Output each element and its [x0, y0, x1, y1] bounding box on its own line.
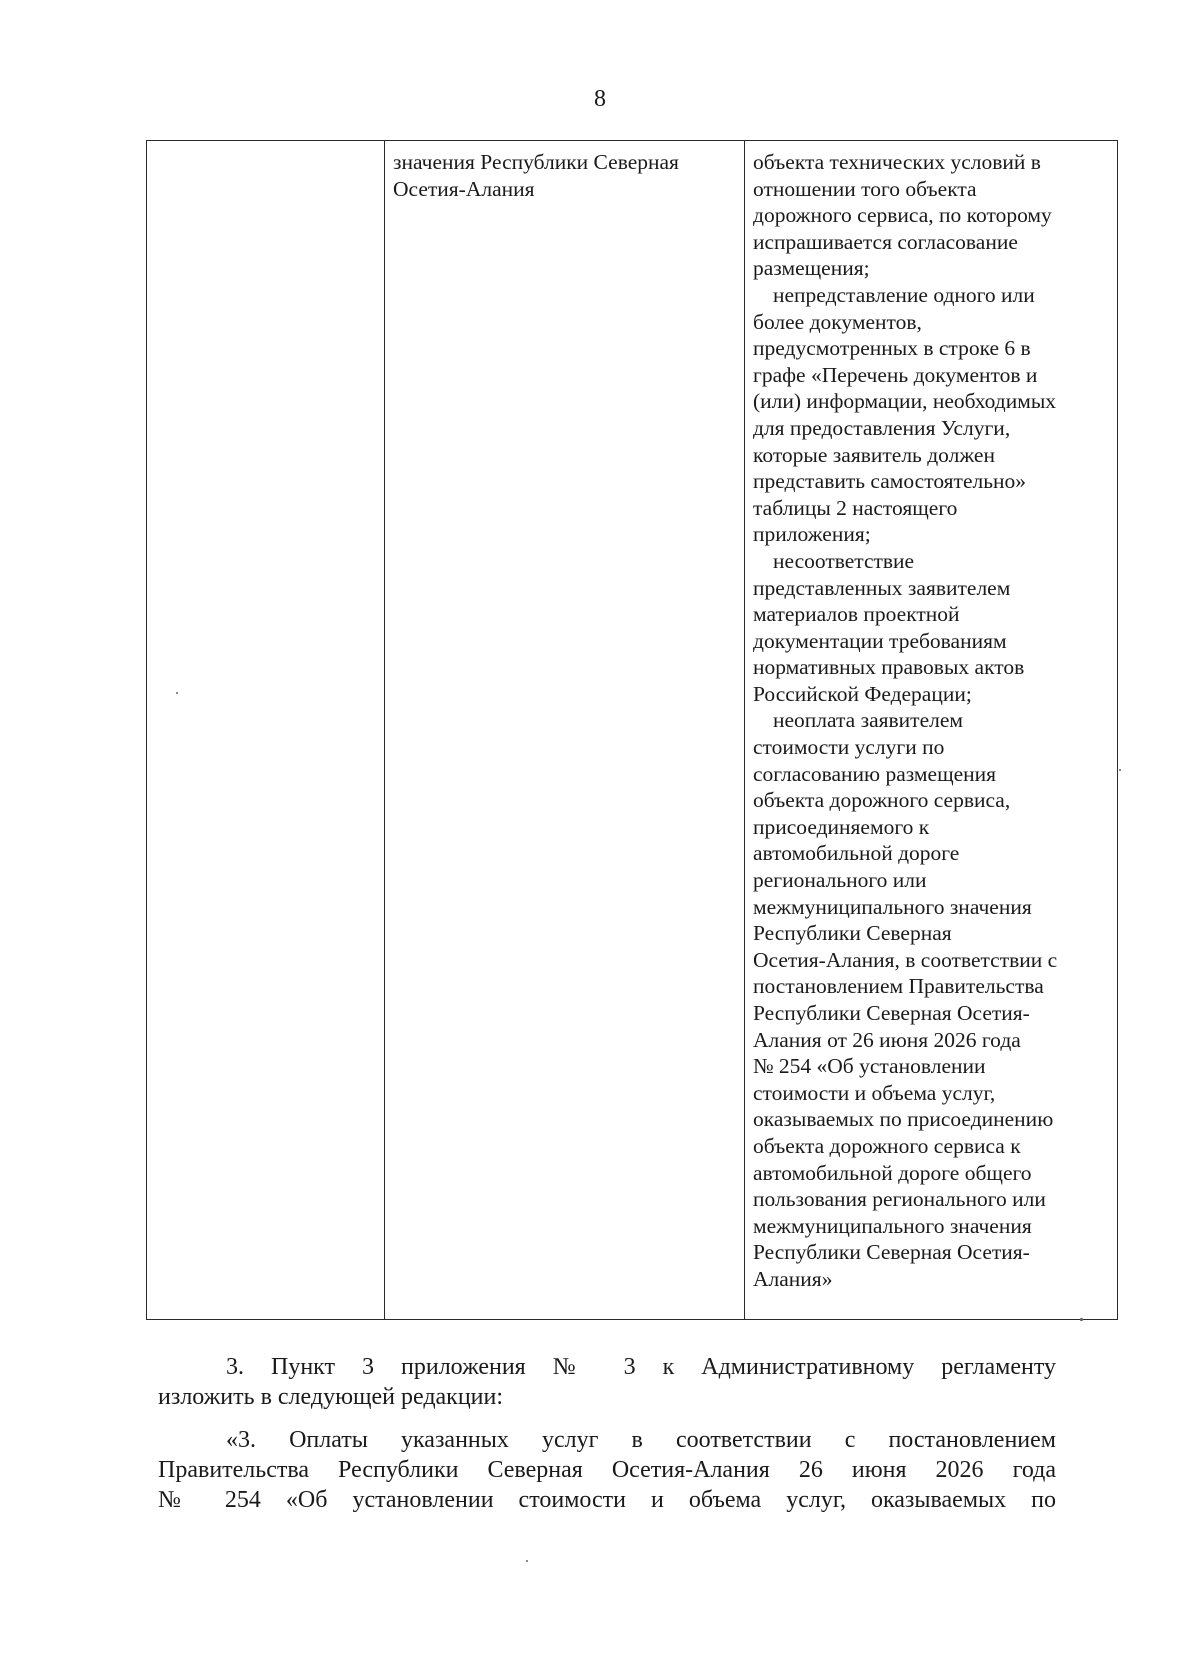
cell-line: значения Республики Северная — [393, 150, 679, 174]
cell-line: нормативных правовых актов — [753, 655, 1025, 680]
table-cell-grounds — [745, 141, 1118, 1320]
cell-line: материалов проектной — [753, 602, 960, 627]
cell-line: размещения; — [753, 256, 870, 281]
cell-line: объекта технических условий в — [753, 150, 1041, 174]
cell-line: отношении того объекта — [753, 176, 977, 201]
cell-line: испрашивается согласование — [753, 229, 1018, 254]
cell-line: пользования регионального или — [753, 1187, 1046, 1212]
cell-line: документации требованиям — [753, 628, 1007, 653]
cell-line: приложения; — [753, 522, 871, 547]
cell-line: согласованию размещения — [753, 761, 997, 786]
table-cell-subject — [385, 141, 745, 1320]
table-cell-empty — [147, 141, 385, 1320]
cell-line: Российской Федерации; — [753, 681, 972, 706]
paragraph-line: Правительства Республики Северная Осетия-Алания 26 июня 2026 года — [158, 1457, 1056, 1483]
scan-speck — [1080, 1318, 1083, 1321]
paragraph-line: «3. Оплаты указанных услуг в соответствии с постановлением — [226, 1427, 1056, 1453]
cell-line: регионального или — [753, 868, 927, 893]
cell-line: (или) информации, необходимых — [753, 389, 1057, 414]
amendment-paragraph — [158, 1352, 1056, 1412]
cell-line: Осетия-Алания — [393, 176, 535, 201]
cell-line: представленных заявителем — [753, 575, 1011, 600]
cell-line: межмуниципального значения — [753, 1213, 1032, 1238]
cell-line: несоответствие — [773, 548, 915, 573]
cell-line: неоплата заявителем — [773, 708, 963, 733]
cell-line: непредставление одного или — [773, 282, 1035, 307]
page-number: 8 — [594, 86, 606, 112]
paragraph-line: изложить в следующей редакции: — [158, 1384, 504, 1410]
cell-line: Республики Северная Осетия- — [753, 1240, 1030, 1265]
cell-line: которые заявитель должен — [753, 442, 995, 467]
cell-line: присоединяемого к — [753, 814, 930, 839]
quoted-paragraph — [158, 1425, 1056, 1515]
cell-line: оказываемых по присоединению — [753, 1107, 1054, 1132]
cell-line: графе «Перечень документов и — [753, 362, 1038, 387]
cell-line: дорожного сервиса, по которому — [753, 203, 1052, 228]
cell-line: представить самостоятельно» — [753, 469, 1027, 494]
cell-line: таблицы 2 настоящего — [753, 495, 958, 520]
cell-line: № 254 «Об установлении — [753, 1054, 986, 1079]
document-table — [146, 140, 1118, 1320]
paragraph-line: № 254 «Об установлении стоимости и объема услуг, оказываемых по — [158, 1487, 1056, 1513]
cell-line: объекта дорожного сервиса к — [753, 1133, 1021, 1158]
scan-speck — [176, 692, 178, 694]
cell-line: стоимости и объема услуг, — [753, 1080, 996, 1105]
cell-line: автомобильной дороге — [753, 841, 960, 866]
cell-line: стоимости услуги по — [753, 735, 945, 760]
cell-line: межмуниципального значения — [753, 894, 1032, 919]
cell-line: более документов, — [753, 309, 922, 334]
cell-line: Алания» — [753, 1266, 833, 1291]
scan-speck — [526, 1560, 528, 1562]
paragraph-line: 3. Пункт 3 приложения № 3 к Административному регламенту — [226, 1354, 1056, 1380]
cell-line: автомобильной дороге общего — [753, 1160, 1032, 1185]
cell-line: постановлением Правительства — [753, 974, 1044, 999]
cell-line: Осетия-Алания, в соответствии с — [753, 947, 1058, 972]
scan-speck — [1119, 769, 1121, 771]
cell-line: предусмотренных в строке 6 в — [753, 336, 1031, 361]
cell-line: Алания от 26 июня 2026 года — [753, 1027, 1021, 1052]
cell-line: Республики Северная — [753, 921, 952, 946]
table-row — [147, 141, 1118, 1320]
cell-line: объекта дорожного сервиса, — [753, 788, 1011, 813]
cell-line: для предоставления Услуги, — [753, 415, 1011, 440]
cell-line: Республики Северная Осетия- — [753, 1001, 1030, 1025]
